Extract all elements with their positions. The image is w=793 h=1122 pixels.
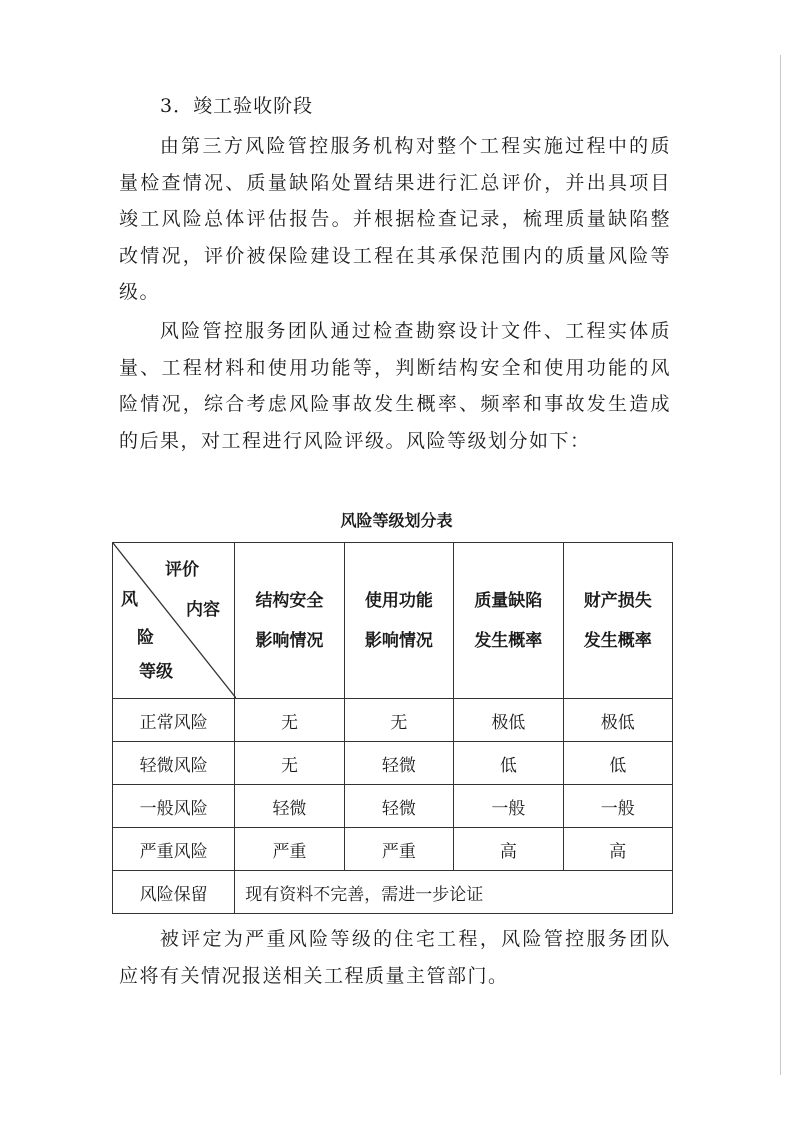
risk-level-table — [112, 542, 673, 914]
value-cell: 高 — [563, 828, 672, 871]
value-cell: 极低 — [563, 699, 672, 742]
header-line-2: 影响情况 — [255, 630, 324, 651]
header-quality-defect — [454, 543, 563, 699]
paragraph-2 — [119, 313, 671, 459]
level-cell: 严重风险 — [113, 828, 235, 871]
paragraph-1 — [119, 128, 671, 311]
reserve-note-cell: 现有资料不完善，需进一步论证 — [235, 871, 673, 914]
value-cell: 低 — [563, 742, 672, 785]
corner-label-left-b: 险 — [137, 628, 154, 648]
level-cell: 风险保留 — [113, 871, 235, 914]
header-line-1: 使用功能 — [364, 590, 433, 611]
corner-label-middle: 内容 — [186, 600, 220, 620]
paragraph-3 — [119, 921, 671, 994]
table-row-reserve — [113, 871, 673, 914]
value-cell: 轻微 — [344, 785, 453, 828]
table-corner-cell — [113, 543, 235, 699]
corner-label-left-a: 风 — [121, 590, 138, 610]
section-heading: 3．竣工验收阶段 — [160, 95, 314, 117]
table-title: 风险等级划分表 — [340, 511, 453, 530]
header-line-2: 发生概率 — [474, 630, 543, 651]
value-cell: 无 — [344, 699, 453, 742]
value-cell: 严重 — [344, 828, 453, 871]
table-row — [113, 699, 673, 742]
value-cell: 高 — [454, 828, 563, 871]
header-line-1: 结构安全 — [255, 590, 324, 611]
value-cell: 严重 — [235, 828, 344, 871]
table-row — [113, 785, 673, 828]
table-row — [113, 742, 673, 785]
paragraph-1-text: 由第三方风险管控服务机构对整个工程实施过程中的质量检查情况、质量缺陷处置结果进行汇总评价，并出具项目竣工风险总体评估报告。并根据检查记录，梳理质量缺陷整改情况，评价被保险建设工程在其承保范围内的质量风险等级。 — [119, 135, 671, 303]
value-cell: 轻微 — [235, 785, 344, 828]
table-header-row — [113, 543, 673, 699]
paragraph-2-text: 风险管控服务团队通过检查勘察设计文件、工程实体质量、工程材料和使用功能等，判断结构安全和使用功能的风险情况，综合考虑风险事故发生概率、频率和事故发生造成的后果，对工程进行风险评级。风险等级划分如下： — [119, 320, 671, 452]
paragraph-3-text: 被评定为严重风险等级的住宅工程，风险管控服务团队应将有关情况报送相关工程质量主管部门。 — [119, 928, 671, 987]
header-function — [344, 543, 453, 699]
scan-edge-line — [780, 55, 781, 1075]
corner-label-top: 评价 — [165, 560, 199, 580]
value-cell: 无 — [235, 742, 344, 785]
level-cell: 一般风险 — [113, 785, 235, 828]
value-cell: 一般 — [454, 785, 563, 828]
header-structure-safety — [235, 543, 344, 699]
header-property-loss — [563, 543, 672, 699]
header-line-2: 发生概率 — [583, 630, 652, 651]
value-cell: 无 — [235, 699, 344, 742]
value-cell: 极低 — [454, 699, 563, 742]
value-cell: 一般 — [563, 785, 672, 828]
corner-label-bottom: 等级 — [139, 662, 173, 682]
level-cell: 正常风险 — [113, 699, 235, 742]
header-line-2: 影响情况 — [364, 630, 433, 651]
table-row — [113, 828, 673, 871]
value-cell: 低 — [454, 742, 563, 785]
value-cell: 轻微 — [344, 742, 453, 785]
header-line-1: 质量缺陷 — [474, 590, 543, 611]
level-cell: 轻微风险 — [113, 742, 235, 785]
header-line-1: 财产损失 — [583, 590, 652, 611]
